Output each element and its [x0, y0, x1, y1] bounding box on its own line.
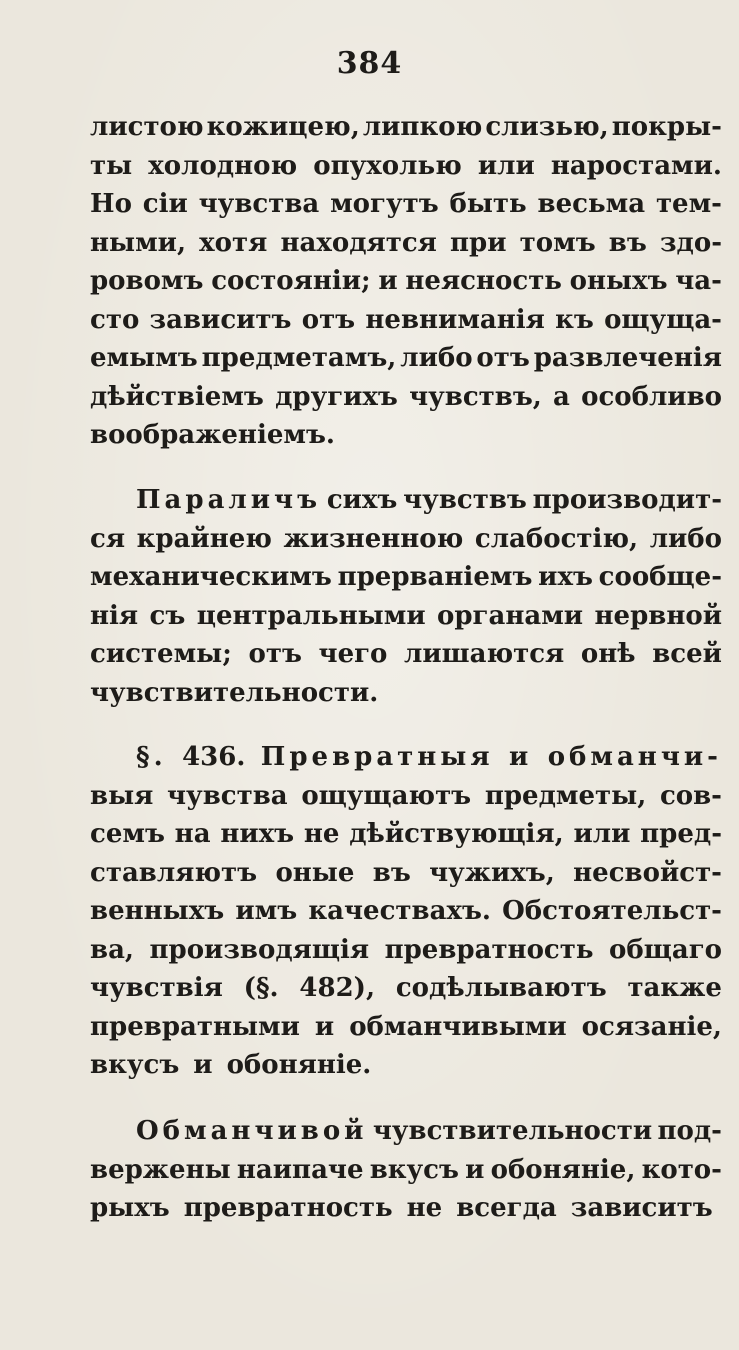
text-line: системы; отъ чего лишаются онѣ всей: [90, 639, 722, 669]
paragraph-4: [90, 1112, 722, 1228]
text-line: Но сіи чувства могутъ быть весьма тем-: [90, 189, 722, 219]
text-line: дѣйствіемъ другихъ чувствъ, а особливо: [90, 381, 722, 412]
paragraph-3: [90, 738, 722, 1085]
text-line: вержены наипаче вкусъ и обоняніе, кото-: [90, 1154, 722, 1185]
text-line: превратными и обманчивыми осязаніе,: [90, 1011, 722, 1042]
text-line: Обманчивой чувствительности под-: [136, 1116, 722, 1146]
text-line: ва, производящія превратность общаго: [90, 934, 722, 965]
text-line: чувствія (§. 482), содѣлываютъ также: [90, 973, 722, 1003]
text-line: нія съ центральными органами нервной: [90, 600, 722, 631]
text-line: ными, хотя находятся при томъ въ здо-: [90, 227, 722, 258]
text-line: выя чувства ощущаютъ предметы, сов-: [90, 780, 722, 811]
paragraph-1: [90, 108, 722, 455]
text-line: Параличъ сихъ чувствъ производит-: [136, 485, 722, 515]
text-line: ты холодною опухолью или наростами.: [90, 150, 722, 181]
text-line: венныхъ имъ качествахъ. Обстоятельст-: [90, 896, 722, 926]
page-number: 384: [336, 46, 403, 81]
text-line: §. 436. Превратныя и обманчи-: [136, 742, 722, 772]
text-line: вкусъ и обоняніе.: [90, 1050, 372, 1080]
paragraph-2: [90, 481, 722, 712]
text-line: рыхъ превратность не всегда зависитъ: [90, 1193, 713, 1223]
text-line: сто зависитъ отъ невниманія къ ощуща-: [90, 304, 722, 335]
text-line: чувствительности.: [90, 677, 379, 708]
text-line: емымъ предметамъ, либо отъ развлеченія: [90, 343, 722, 373]
text-line: ровомъ состояніи; и неясность оныхъ ча-: [90, 266, 722, 296]
text-line: воображеніемъ.: [90, 420, 335, 450]
text-line: механическимъ прерваніемъ ихъ сообще-: [90, 562, 722, 592]
text-line: ставляютъ оные въ чужихъ, несвойст-: [90, 857, 722, 888]
text-line: ся крайнею жизненною слабостію, либо: [90, 523, 722, 554]
text-line: листою кожицею, липкою слизью, покры-: [90, 112, 722, 142]
text-line: семъ на нихъ не дѣйствующія, или пред-: [90, 819, 722, 849]
